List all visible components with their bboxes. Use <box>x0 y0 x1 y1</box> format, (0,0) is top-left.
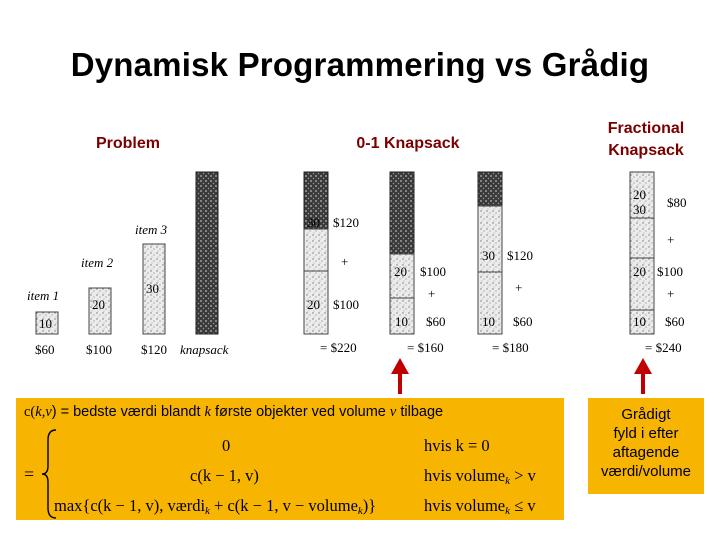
recurrence-v: v <box>389 404 397 420</box>
recurrence-end: tilbage <box>396 404 444 420</box>
recurrence-mid: ) = bedste værdi blandt <box>51 404 205 420</box>
case2-cond-sub: k <box>505 475 511 487</box>
s3-total: = $180 <box>492 340 529 355</box>
s1-value-120: $120 <box>333 215 359 230</box>
greedy-line3: aftagende <box>612 444 680 461</box>
greedy-line2: fyld i efter <box>613 425 679 442</box>
case3-value-c: )} <box>362 496 377 515</box>
header-fractional-line1: Fractional <box>607 120 685 137</box>
case2-value: c(k − 1, v) <box>190 466 259 485</box>
s2-weight-20: 20 <box>394 264 407 279</box>
s2-weight-10: 10 <box>395 314 408 329</box>
header-fractional-line2: Knapsack <box>608 142 684 159</box>
label-knapsack: knapsack <box>180 342 229 357</box>
item3-value: $120 <box>141 342 167 357</box>
frac-plus-1: + <box>667 232 675 247</box>
s2-value-60: $60 <box>426 314 446 329</box>
header-problem: Problem <box>95 135 160 152</box>
frac-plus-2: + <box>667 286 675 301</box>
case3-value-b: + c(k − 1, v − volume <box>209 496 358 515</box>
case2-condition <box>424 466 536 487</box>
s1-value-100: $100 <box>333 297 359 312</box>
solution-160 <box>390 172 414 334</box>
case2-cond-a: hvis volume <box>424 466 506 485</box>
case2-cond-b: > v <box>510 466 536 485</box>
case3-value-a: max{c(k − 1, v), værdi <box>54 496 206 515</box>
greedy-line4: værdi/volume <box>600 463 692 480</box>
frac-weight-30: 30 <box>633 202 646 217</box>
frac-value-100: $100 <box>657 264 683 279</box>
recurrence-prefix: c( <box>24 404 36 420</box>
greedy-line1: Grådigt <box>621 406 671 423</box>
case3-condition <box>424 496 536 517</box>
recurrence-rest: første objekter ved volume <box>210 404 390 420</box>
frac-value-80: $80 <box>667 195 687 210</box>
s2-value-100: $100 <box>420 264 446 279</box>
case3-value <box>54 496 376 517</box>
s2-plus: + <box>428 286 436 301</box>
knapsack-container <box>196 172 218 334</box>
s1-plus: + <box>341 254 349 269</box>
problem-items <box>36 172 218 334</box>
s2-total: = $160 <box>407 340 444 355</box>
case1-value: 0 <box>222 436 231 455</box>
frac-total: = $240 <box>645 340 682 355</box>
label-item3: item 3 <box>135 222 168 237</box>
formula-equals: = <box>24 464 35 484</box>
s3-plus: + <box>515 280 523 295</box>
s3-value-120: $120 <box>507 248 533 263</box>
s1-weight-20: 20 <box>307 297 320 312</box>
recurrence-definition <box>24 404 443 421</box>
recurrence-args: k,v <box>35 404 52 420</box>
case3-cond-b: ≤ v <box>510 496 536 515</box>
s1-weight-30: 30 <box>307 215 320 230</box>
case3-cond-a: hvis volume <box>424 496 506 515</box>
slide-title: Dynamisk Programmering vs Grådig <box>70 46 650 83</box>
s3-weight-30: 30 <box>482 248 495 263</box>
label-item2: item 2 <box>81 255 114 270</box>
item1-value: $60 <box>35 342 55 357</box>
case3-value-sub1: k <box>205 505 210 517</box>
greedy-description <box>588 405 704 481</box>
frac-value-60: $60 <box>665 314 685 329</box>
item2-weight: 20 <box>92 297 105 312</box>
case3-value-sub2: k <box>357 505 363 517</box>
arrow-to-fractional <box>634 358 652 394</box>
label-item1: item 1 <box>27 288 60 303</box>
frac-weight-20: 20 <box>633 187 646 202</box>
item3-weight: 30 <box>146 281 159 296</box>
s1-total: = $220 <box>320 340 357 355</box>
case3-cond-sub: k <box>505 505 511 517</box>
arrow-to-01 <box>391 358 409 394</box>
s3-weight-10: 10 <box>482 314 495 329</box>
item2-value: $100 <box>86 342 112 357</box>
item1-weight: 10 <box>39 316 52 331</box>
case1-condition: hvis k = 0 <box>424 436 490 455</box>
frac-weight-10: 10 <box>633 314 646 329</box>
recurrence-k: k <box>204 404 211 420</box>
s3-value-60: $60 <box>513 314 533 329</box>
header-knapsack-01: 0-1 Knapsack <box>356 135 460 152</box>
frac-weight-20b: 20 <box>633 264 646 279</box>
